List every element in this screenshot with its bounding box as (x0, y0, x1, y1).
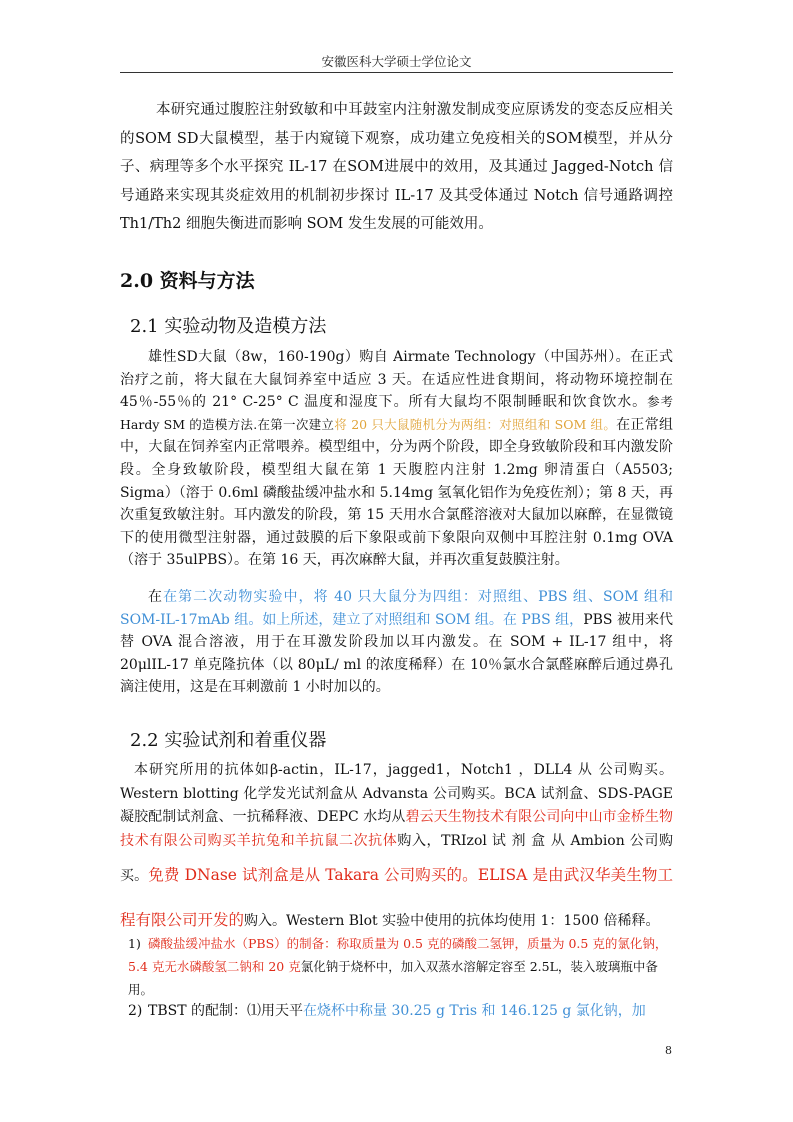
intro-paragraph: 本研究通过腹腔注射致敏和中耳鼓室内注射激发制成变应原诱发的变态反应相关的SOM SD大鼠模型，基于内窥镜下观察，成功建立免疫相关的SOM模型，并从分子、病理等多个水平探究 IL-17 在SOM进展中的效用，及其通过 Jagged-Notch 信号通路来实现其炎症效用的机制初步探讨 IL-17 及其受体通过 Notch 信号通路调控 Th1/Th2 细胞失衡进而影响 SOM 发生发展的可能效用。 (120, 102, 673, 233)
text-run: 在正常组中，大鼠在饲养室内正常喂养。模型组中，分为两个阶段，即全身致敏阶段和耳内激发阶段。全身致敏阶段，模型组大鼠在第 1 天腹腔内注射 1.2mg 卵清蛋白（A5503; Sigma）（溶于 0.6ml 磷酸盐缓冲盐水和 5.14mg 氢氧化铝作为免疫佐剂）；第 8 天，再次重复致敏注射。耳内激发的阶段，第 15 天用水合氯醛溶液对大鼠加以麻醉，在显微镜下的使用微型注射器，通过鼓膜的后下象限或前下象限向双侧中耳腔注射 0.1mg OVA（溶于 35ulPBS）。在第 16 天，再次麻醉大鼠，并再次重复鼓膜注射。 (120, 416, 673, 569)
highlight-run: 免费 DNase 试剂盒是从 Takara 公司购买的。ELISA 是由武汉华美生物工程有限公司开发的 (120, 866, 674, 929)
highlight-run: 在第二次动物实验中，将 40 只大鼠分为四组：对照组、PBS 组、SOM 组和 SOM-IL-17mAb 组。如上所述，建立了对照组和 SOM 组。在 PBS 组， (120, 589, 673, 628)
text-run: 购入。Western Blot 实验中使用的抗体均使用 1：1500 倍稀释。 (244, 913, 660, 929)
highlight-run: 将 20 只大鼠随机分为两组：对照组和 SOM 组。 (334, 416, 617, 432)
list-item-pbs (128, 932, 673, 1001)
text-run: 在 (148, 589, 164, 605)
list-number: 2) (128, 1003, 143, 1019)
paragraph-animals (120, 346, 673, 572)
list-item-tbst (128, 1000, 673, 1023)
text-run: 雄性SD大鼠（8w，160-190g）购自 Airmate Technology（中国苏州）。在正式治疗之前，将大鼠在大鼠饲养室中适应 3 天。在适应性进食期间，将动物环境控制在 45％-55％的 21° C-25° C 温度和湿度下。所有大鼠均不限制睡眠和饮食饮水。 (120, 349, 673, 411)
text-run: 参考 Hardy SM 的造模方法.在第一次建立 (120, 394, 673, 432)
text-run: PBS 被用来代替 OVA 混合溶液，用于在耳激发阶段加以耳内激发。在 SOM + IL-17 组中，将 20μlIL-17 单克隆抗体（以 80μL/ ml 的浓度稀释）在 10％氯水合氯醛麻醉后通过鼻孔滴注使用，这是在耳刺激前 1 小时加以的。 (120, 611, 673, 696)
list-number: 1) (128, 936, 141, 951)
section-title-2-2: 2.2 实验试剂和着重仪器 (130, 730, 327, 751)
header-rule (120, 72, 673, 73)
page-number: 8 (665, 1044, 672, 1057)
text-run: TBST 的配制：⑴用天平 (148, 1003, 304, 1019)
section-title-2-0: 2.0 资料与方法 (120, 270, 255, 292)
page-header: 安徽医科大学硕士学位论文 (321, 54, 472, 69)
highlight-run: 磷酸盐缓冲盐水（PBS）的制备：称取质量为 0.5 克的磷酸二氢钾，质量为 0.5 克的氯化钠，5.4 克无水磷酸氢二钠和 20 克 (128, 936, 668, 974)
text-run: 氯化钠于烧杯中，加入双蒸水溶解定容至 2.5L，装入玻璃瓶中备用。 (128, 959, 658, 997)
text-run: 购入，TRIzol 试 剂 盒 从 Ambion 公司购买。 (120, 832, 673, 884)
highlight-run: 碧云天生物技术有限公司向中山市金桥生物技术有限公司购买羊抗兔和羊抗鼠二次抗体 (120, 809, 673, 849)
text-run: 本研究所用的抗体如β-actin，IL-17，jagged1，Notch1 ，DLL4 从 公司购买。Western blotting 化学发光试剂盒从 Advansta 公司购买。BCA 试剂盒、SDS-PAGE 凝胶配制试剂盒、一抗稀释液、DEPC 水均从 (120, 762, 673, 825)
highlight-run: 在烧杯中称量 30.25 g Tris 和 146.125 g 氯化钠，加 (303, 1003, 646, 1019)
paragraph-reagents (120, 759, 673, 943)
section-title-2-1: 2.1 实验动物及造模方法 (130, 316, 327, 337)
paragraph-second-experiment (120, 586, 673, 699)
